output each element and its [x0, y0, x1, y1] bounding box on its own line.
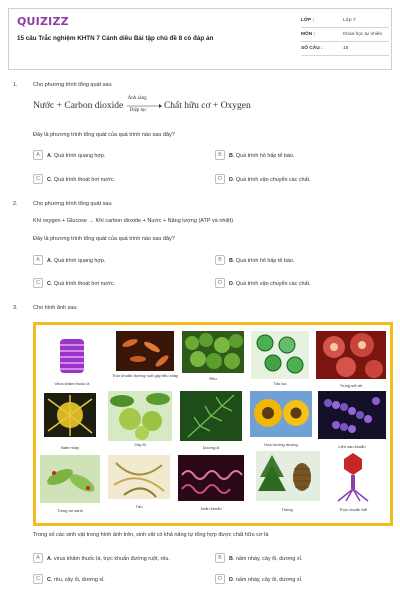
meta-label: SỐ CÂU :: [301, 46, 323, 51]
pine-icon: [256, 451, 320, 501]
meta-row-count: [301, 42, 389, 56]
spirochete-icon: [178, 455, 244, 501]
organism-caption: Liên cầu khuẩn: [338, 444, 366, 449]
option-letter-box: A: [33, 150, 43, 160]
arrow-label-top: Ánh sáng: [127, 96, 147, 101]
option-letter-box: D: [215, 174, 225, 184]
option-letter: A: [47, 152, 51, 159]
header: [8, 8, 392, 70]
organism-caption: Rêu: [209, 376, 217, 381]
option-letter: A: [47, 257, 51, 264]
question-prompt: Cho phương trình tổng quát sau: [33, 201, 112, 207]
option-letter-box: A: [33, 553, 43, 563]
moss-icon: [182, 331, 244, 373]
option-text: rêu, cây ổi, dương xỉ.: [53, 576, 105, 583]
option-letter: A: [47, 555, 51, 562]
intestinal-bacteria-icon: [116, 331, 174, 371]
option-text: nấm nhày, cây ổi, dương xỉ.: [235, 576, 303, 583]
equation-left: Nước + Carbon dioxide: [33, 101, 124, 112]
meta-row-class: [301, 14, 389, 28]
option-text: Quá trình quang hợp.: [53, 152, 106, 159]
meta-value: 15: [343, 46, 349, 51]
sunflower-icon: [250, 391, 312, 437]
option-letter-box: C: [33, 574, 43, 584]
option-letter: D: [229, 576, 233, 583]
option-text: Quá trình hô hấp tế bào.: [235, 257, 295, 264]
option-letter: C: [47, 176, 51, 183]
fern-icon: [180, 391, 242, 441]
meta-row-subject: [301, 28, 389, 42]
quizizz-logo[interactable]: QUIZIZZ: [17, 15, 69, 28]
option-letter-box: B: [215, 150, 225, 160]
organism-caption: Thực khuẩn thể: [338, 507, 368, 512]
organism-figure: [33, 322, 393, 526]
option-letter-box: B: [215, 553, 225, 563]
euglena-icon: [40, 455, 100, 503]
algae-icon: [108, 455, 170, 499]
meta-label: MÔN :: [301, 32, 316, 37]
option-text: Quá trình thoát hơi nước.: [53, 280, 115, 287]
green-algae-icon: [251, 331, 309, 379]
meta-value: Khoa học tự nhiên: [343, 32, 383, 37]
option-letter-box: C: [33, 278, 43, 288]
option-letter: B: [229, 257, 233, 264]
organism-caption: Tảo: [135, 504, 143, 509]
question-text: Đây là phương trình tổng quát của quá trình nào sau đây?: [33, 236, 175, 242]
option-text: Quá trình thoát hơi nước.: [53, 176, 115, 183]
question-prompt: Cho hình ảnh sau:: [33, 305, 78, 311]
reaction-arrow: [126, 96, 162, 113]
equation-right: Chất hữu cơ + Oxygen: [163, 101, 251, 112]
page-title: 15 câu Trắc nghiệm KHTN 7 Cánh diều Bài tập chủ đề 8 có đáp án: [17, 35, 214, 42]
option-letter-box: D: [215, 574, 225, 584]
option-letter: D: [229, 176, 233, 183]
meta-label: LỚP :: [301, 18, 315, 23]
option-letter: D: [229, 280, 233, 287]
slime-mold-icon: [44, 393, 96, 437]
option-letter-box: A: [33, 255, 43, 265]
option-letter: B: [229, 152, 233, 159]
organism-caption: Virus khảm thuốc lá: [54, 381, 90, 386]
organism-caption: Tảo lục: [273, 381, 287, 386]
question-text: Đây là phương trình tổng quát của quá trình nào sau đây?: [33, 132, 175, 138]
question-prompt: Cho phương trình tổng quát sau: [33, 82, 112, 88]
tobacco-mosaic-virus-icon: [42, 331, 102, 379]
question-number: 2.: [13, 201, 18, 207]
meta-value: Lớp 7: [343, 18, 356, 23]
option-letter-box: D: [215, 278, 225, 288]
organism-caption: Thông: [281, 507, 293, 512]
organism-caption: Dương xỉ: [202, 445, 220, 450]
question-number: 1.: [13, 82, 18, 88]
meta-panel: [301, 14, 389, 56]
question-text: Trong số các sinh vật trong hình ảnh trên, sinh vật có khả năng tự tổng hợp được chất hữu cơ là: [33, 532, 269, 538]
question-number: 3.: [13, 305, 18, 311]
option-text: Quá trình vận chuyển các chất.: [235, 176, 311, 183]
streptococcus-icon: [318, 391, 386, 439]
option-letter-box: B: [215, 255, 225, 265]
equation-text: Khí oxygen + Glucose → Khí carbon dioxide + Nước + Năng lượng (ATP và nhiệt): [33, 218, 234, 224]
guava-tree-icon: [108, 391, 172, 441]
organism-caption: Cây ổi: [134, 442, 146, 447]
organism-caption: Hoa hướng dương: [264, 442, 298, 447]
bacteriophage-icon: [328, 451, 378, 503]
option-text: Quá trình vận chuyển các chất.: [235, 280, 311, 287]
option-letter: B: [229, 555, 233, 562]
option-text: nấm nhày, cây ổi, dương xỉ.: [235, 555, 303, 562]
option-letter: C: [47, 576, 51, 583]
arrow-label-bottom: Diệp lục: [129, 108, 147, 113]
option-letter-box: C: [33, 174, 43, 184]
malaria-parasite-icon: [316, 331, 386, 379]
option-letter: C: [47, 280, 51, 287]
option-text: virus khảm thuốc lá, trực khuẩn đường ruột, rêu.: [53, 555, 170, 562]
organism-caption: Nấm nhày: [60, 445, 80, 450]
organism-caption: Trùng sốt rét: [339, 383, 363, 388]
organism-caption: Trùng roi xanh: [57, 508, 83, 513]
organism-caption: Trực khuẩn đường ruột gây tiêu chảy: [111, 373, 179, 378]
option-text: Quá trình hô hấp tế bào.: [235, 152, 295, 159]
option-text: Quá trình quang hợp.: [53, 257, 106, 264]
equation: [33, 96, 251, 113]
organism-caption: Xoắn khuẩn: [200, 506, 222, 511]
